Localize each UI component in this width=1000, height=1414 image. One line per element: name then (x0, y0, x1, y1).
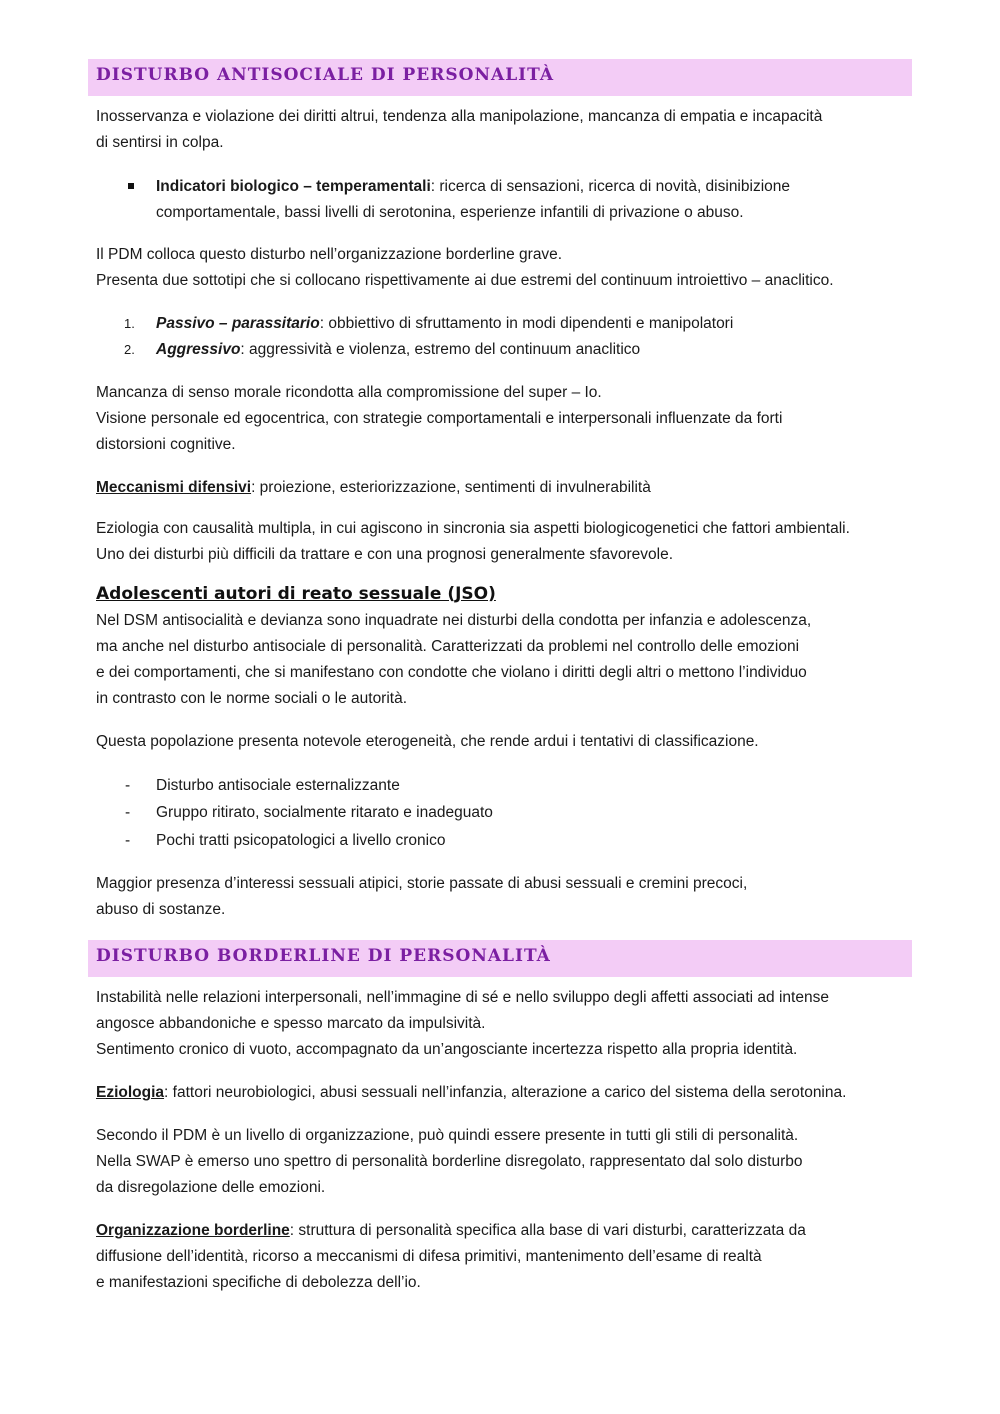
text-line: Maggior presenza d’interessi sessuali atipici, storie passate di abusi sessuali e cremini precoci, (96, 875, 748, 892)
dash-bullet: - (125, 832, 131, 849)
text-line: distorsioni cognitive. (96, 436, 236, 453)
text-line: di sentirsi in colpa. (96, 134, 224, 151)
bold-italic-label: Passivo – parassitario (156, 315, 320, 332)
text-line: comportamentale, bassi livelli di serotonina, esperienze infantili di privazione o abuso. (156, 204, 744, 221)
text-line: ma anche nel disturbo antisociale di personalità. Caratterizzati da problemi nel controllo delle emozioni (96, 638, 800, 655)
heading-text: DISTURBO ANTISOCIALE DI PERSONALITÀ (96, 65, 555, 85)
paragraph (96, 1123, 926, 1201)
text-line: Il PDM colloca questo disturbo nell’organizzazione borderline grave. (96, 246, 563, 263)
list-item: Disturbo antisociale esternalizzante (156, 777, 400, 794)
text-line: e manifestazioni specifiche di debolezza dell’io. (96, 1274, 421, 1291)
paragraph (96, 1080, 926, 1106)
text-line: : fattori neurobiologici, abusi sessuali nell’infanzia, alterazione a carico del sistema della serotonina. (164, 1084, 847, 1101)
text-line: Eziologia con causalità multipla, in cui agiscono in sincronia sia aspetti biologicogenetici che fattori ambientali. (96, 520, 850, 537)
underlined-label: Eziologia (96, 1084, 165, 1101)
paragraph (96, 475, 926, 501)
paragraph (96, 608, 926, 712)
underlined-label: Meccanismi difensivi (96, 479, 252, 496)
text-line: Nel DSM antisocialità e devianza sono inquadrate nei disturbi della condotta per infanzia e adolescenza, (96, 612, 812, 629)
list-number: 2. (124, 342, 135, 357)
dash-bullet: - (125, 804, 131, 821)
text-line: Presenta due sottotipi che si collocano rispettivamente ai due estremi del continuum introiettivo – anaclitico. (96, 272, 834, 289)
text-line: Uno dei disturbi più difficili da trattare e con una prognosi generalmente sfavorevole. (96, 546, 673, 563)
heading-text: DISTURBO BORDERLINE DI PERSONALITÀ (96, 946, 551, 966)
bullet-item (156, 174, 916, 226)
text-line: Secondo il PDM è un livello di organizzazione, può quindi essere presente in tutti gli stili di personalità. (96, 1127, 799, 1144)
list-number: 1. (124, 316, 135, 331)
dash-bullet: - (125, 777, 131, 794)
text-line: Mancanza di senso morale ricondotta alla compromissione del super – Io. (96, 384, 602, 401)
section-heading-antisocial (88, 59, 912, 96)
text-line: : aggressività e violenza, estremo del continuum anaclitico (240, 341, 641, 358)
text-line: e dei comportamenti, che si manifestano con condotte che violano i diritti degli altri o mettono l’individuo (96, 664, 807, 681)
paragraph (96, 985, 926, 1063)
text-line: : obbiettivo di sfruttamento in modi dipendenti e manipolatori (319, 315, 734, 332)
text-line: da disregolazione delle emozioni. (96, 1179, 326, 1196)
text-line: abuso di sostanze. (96, 901, 226, 918)
text-line: Instabilità nelle relazioni interpersonali, nell’immagine di sé e nello sviluppo degli affetti associati ad intense (96, 989, 829, 1006)
section-heading-borderline (88, 940, 912, 977)
text-line: Inosservanza e violazione dei diritti altrui, tendenza alla manipolazione, mancanza di empatia e incapacità (96, 108, 823, 125)
list-item: Gruppo ritirato, socialmente ritarato e inadeguato (156, 804, 493, 821)
bold-label: Indicatori biologico – temperamentali (156, 178, 431, 195)
text-line: Sentimento cronico di vuoto, accompagnato da un’angosciante incertezza rispetto alla propria identità. (96, 1041, 798, 1058)
paragraph (96, 242, 926, 294)
text-line: Visione personale ed egocentrica, con strategie comportamentali e interpersonali influenzate da forti (96, 410, 783, 427)
square-bullet-icon (128, 183, 134, 189)
bold-italic-label: Aggressivo (156, 341, 241, 358)
paragraph (96, 380, 926, 458)
list-item: Pochi tratti psicopatologici a livello cronico (156, 832, 446, 849)
paragraph (96, 871, 926, 923)
paragraph (96, 729, 926, 755)
paragraph (96, 516, 926, 568)
text-line: diffusione dell’identità, ricorso a meccanismi di difesa primitivi, mantenimento dell’esame di realtà (96, 1248, 762, 1265)
text-line: : proiezione, esteriorizzazione, sentimenti di invulnerabilità (251, 479, 651, 496)
list-item (156, 311, 916, 337)
text-line: in contrasto con le norme sociali o le autorità. (96, 690, 408, 707)
subsection-heading-jso: Adolescenti autori di reato sessuale (JSO) (96, 584, 496, 604)
text-line: angosce abbandoniche e spesso marcato da impulsività. (96, 1015, 486, 1032)
underlined-label: Organizzazione borderline (96, 1222, 290, 1239)
text-line: : ricerca di sensazioni, ricerca di novità, disinibizione (430, 178, 790, 195)
text-line: Nella SWAP è emerso uno spettro di personalità borderline disregolato, rappresentato dal solo disturbo (96, 1153, 803, 1170)
text-line: : struttura di personalità specifica alla base di vari disturbi, caratterizzata da (289, 1222, 806, 1239)
paragraph (96, 1218, 926, 1296)
list-item (156, 337, 916, 363)
paragraph (96, 104, 926, 156)
text-line: Questa popolazione presenta notevole eterogeneità, che rende ardui i tentativi di classificazione. (96, 733, 759, 750)
